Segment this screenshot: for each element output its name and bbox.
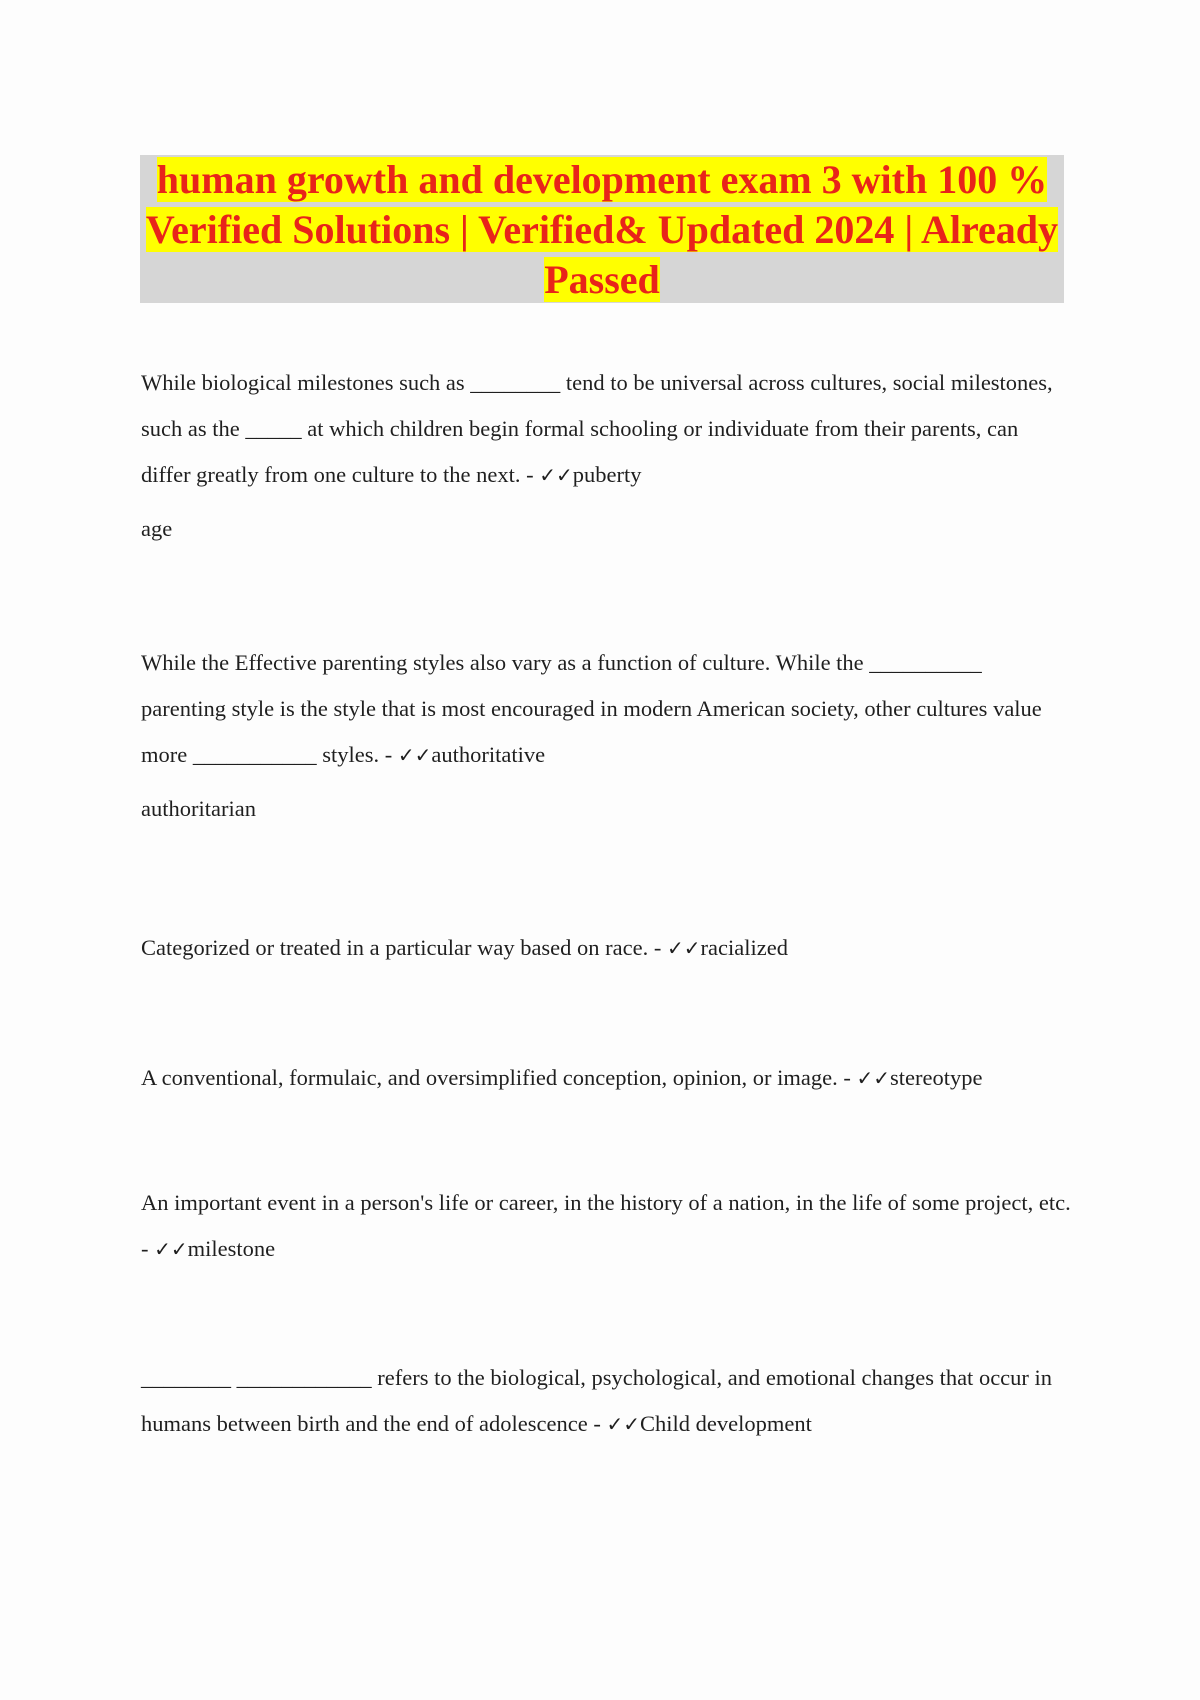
qa-item-6 [141, 1355, 1071, 1447]
answer-text: stereotype [889, 1065, 983, 1090]
qa-item-4 [141, 1055, 1071, 1101]
question-text: An important event in a person's life or career, in the history of a nation, in the life of some project, etc. - ✓✓milestone [141, 1190, 1071, 1261]
question-text: While the Effective parenting styles also vary as a function of culture. While the __________ parenting style is the style that is most encouraged in modern American society, other cultures value more ___________ styles. - ✓✓authoritative [141, 650, 1042, 767]
answer-text: authoritative [431, 742, 546, 767]
qa-item-2 [141, 640, 1071, 822]
check-icon: ✓✓ [856, 1066, 890, 1090]
qa-item-5 [141, 1180, 1071, 1272]
title-banner [140, 155, 1064, 303]
answer-text: racialized [700, 935, 788, 960]
qa-item-1 [141, 360, 1071, 542]
answer-text: Child development [639, 1411, 812, 1436]
check-icon: ✓✓ [606, 1412, 640, 1436]
answer-extra: age [141, 516, 173, 541]
check-icon: ✓✓ [154, 1237, 188, 1261]
answer-text: puberty [572, 462, 642, 487]
question-text: Categorized or treated in a particular way based on race. - ✓✓racialized [141, 935, 788, 960]
check-icon: ✓✓ [667, 936, 701, 960]
check-icon: ✓✓ [539, 463, 573, 487]
answer-extra: authoritarian [141, 796, 256, 821]
document-title: human growth and development exam 3 with 100 % Verified Solutions | Verified& Updated 2024 | Already Passed [145, 157, 1059, 302]
question-text: A conventional, formulaic, and oversimplified conception, opinion, or image. - ✓✓stereotype [141, 1065, 983, 1090]
check-icon: ✓✓ [397, 743, 432, 767]
question-text: ________ ____________ refers to the biological, psychological, and emotional changes that occur in humans between birth and the end of adolescence - ✓✓Child development [141, 1365, 1053, 1436]
qa-item-3 [141, 925, 1071, 971]
question-text: While biological milestones such as ________ tend to be universal across cultures, social milestones, such as the _____ at which children begin formal schooling or individuate from their parents, can differ greatly from one culture to the next. - ✓✓puberty [141, 370, 1053, 487]
answer-text: milestone [187, 1236, 276, 1261]
